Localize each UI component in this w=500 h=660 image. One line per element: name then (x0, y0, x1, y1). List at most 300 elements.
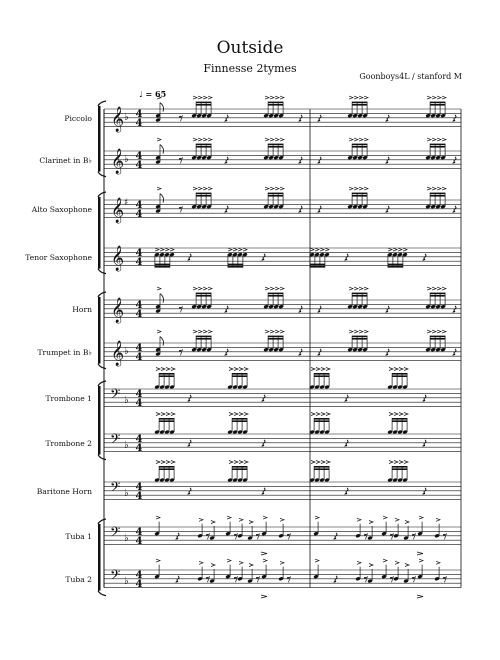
accent-mark (359, 330, 363, 333)
accent-mark (326, 368, 330, 371)
accent-mark (398, 248, 402, 251)
accent-mark (349, 330, 353, 333)
accent-mark (171, 368, 175, 371)
time-signature-top: 4 (135, 527, 143, 538)
beam (392, 373, 407, 375)
accent-mark (357, 518, 361, 521)
beam (196, 144, 211, 146)
quarter-rest-icon (334, 576, 337, 583)
beam (232, 418, 247, 420)
beam (392, 468, 407, 470)
instrument-label: Alto Saxophone (31, 204, 92, 214)
quarter-rest-icon (299, 349, 302, 356)
accent-mark (326, 413, 330, 416)
accent-mark (383, 559, 387, 562)
accent-mark (233, 248, 237, 251)
quarter-rest-icon (225, 349, 228, 356)
quarter-rest-icon (423, 395, 426, 402)
accent-mark (239, 413, 243, 416)
accent-mark (364, 187, 368, 190)
beam (352, 144, 367, 146)
treble-clef-icon: 𝄞 (111, 341, 125, 366)
quarter-rest-icon (423, 254, 426, 261)
beam (314, 418, 329, 420)
accent-mark (349, 187, 353, 190)
beam (388, 266, 403, 268)
accent-mark (427, 330, 431, 333)
beam (232, 375, 247, 377)
accent-mark (270, 187, 274, 190)
accent-mark (238, 248, 242, 251)
quarter-rest-icon (225, 115, 228, 122)
accent-mark (369, 564, 373, 567)
beam (314, 373, 329, 375)
bracket-hook (98, 101, 106, 106)
flat-icon: ♭ (124, 440, 129, 451)
accent-mark (244, 413, 248, 416)
accent-mark (239, 518, 243, 521)
accent-mark (364, 287, 368, 290)
accent-mark (354, 187, 358, 190)
beam (268, 104, 283, 106)
beam (268, 338, 283, 340)
quarter-rest-icon (188, 488, 191, 495)
accent-mark (442, 287, 446, 290)
accent-mark (243, 248, 247, 251)
accent-mark (437, 330, 441, 333)
accent-mark (389, 413, 393, 416)
beam (268, 146, 283, 148)
beam (196, 146, 211, 148)
beam (196, 193, 211, 195)
beam (268, 102, 283, 104)
beam (159, 466, 174, 468)
quarter-rest-icon (386, 157, 389, 164)
time-signature-top: 4 (135, 434, 143, 445)
group-bracket (98, 106, 101, 172)
tempo-mark: ♩ = 65 (139, 89, 167, 99)
staff-piccolo (64, 96, 461, 132)
accent-mark (203, 330, 207, 333)
accent-mark (229, 461, 233, 464)
accent-mark (405, 521, 409, 524)
accent-mark (156, 413, 160, 416)
staff-alto-saxophone (31, 187, 461, 223)
accent-mark (198, 138, 202, 141)
treble-clef-icon: 𝄞 (111, 298, 125, 323)
accent-mark (203, 96, 207, 99)
quarter-rest-icon (299, 206, 302, 213)
accent-mark (432, 287, 436, 290)
accent-mark (321, 461, 325, 464)
instrument-label: Trombone 1 (45, 393, 92, 403)
accent-mark (244, 368, 248, 371)
treble-clef-icon: 𝄞 (111, 198, 125, 223)
accent-mark (442, 330, 446, 333)
accent-mark (234, 368, 238, 371)
note-flag (160, 103, 164, 112)
accent-mark (161, 461, 165, 464)
accent-mark (193, 287, 197, 290)
time-signature-top: 4 (135, 389, 143, 400)
staff-trombone-2 (45, 413, 461, 455)
sharp-icon: ♯ (124, 198, 129, 208)
accent-mark (193, 96, 197, 99)
accent-mark (321, 368, 325, 371)
accent-mark (354, 96, 358, 99)
quarter-rest-icon (453, 206, 456, 213)
accent-mark (193, 138, 197, 141)
accent-mark (166, 368, 170, 371)
accent-mark (399, 461, 403, 464)
accent-mark (239, 561, 243, 564)
treble-clef-icon: 𝄞 (111, 149, 125, 174)
accent-mark (442, 96, 446, 99)
accent-mark (227, 516, 231, 519)
accent-mark (265, 96, 269, 99)
accent-mark (394, 368, 398, 371)
beam (268, 195, 283, 197)
accent-mark (325, 248, 329, 251)
composer-credit: Goonboys4L / stanford M (359, 72, 462, 81)
accent-mark (394, 413, 398, 416)
quarter-rest-icon (262, 395, 265, 402)
accent-mark (432, 96, 436, 99)
beam (268, 193, 283, 195)
score-subtitle: Finnesse 2tymes (203, 62, 297, 75)
flat-icon: ♭ (124, 488, 129, 499)
accent-mark (249, 564, 253, 567)
accent-mark (275, 287, 279, 290)
quarter-rest-icon (318, 157, 321, 164)
accent-mark (156, 559, 160, 562)
quarter-rest-icon (299, 115, 302, 122)
beam (159, 420, 174, 422)
bass-clef-icon: 𝄢 (110, 479, 121, 498)
accent-mark (436, 561, 440, 564)
bracket-hook (98, 455, 106, 460)
accent-mark (316, 413, 320, 416)
quarter-rest-icon (453, 306, 456, 313)
beam (268, 295, 283, 297)
accent-mark (364, 138, 368, 141)
accent-mark (270, 138, 274, 141)
beam (430, 104, 445, 106)
quarter-rest-icon (386, 349, 389, 356)
accent-mark (432, 138, 436, 141)
accent-mark (275, 330, 279, 333)
bass-clef-icon: 𝄢 (110, 431, 121, 450)
accent-mark (437, 96, 441, 99)
flat-icon: ♭ (124, 576, 129, 587)
beam (232, 420, 247, 422)
instrument-label: Trombone 2 (45, 438, 92, 448)
accent-mark (280, 330, 284, 333)
time-signature-bottom: 4 (135, 118, 143, 129)
beam (392, 375, 407, 377)
accent-mark (354, 330, 358, 333)
bass-clef-icon: 𝄢 (110, 524, 121, 543)
accent-mark (405, 564, 409, 567)
accent-mark (166, 461, 170, 464)
instrument-label: Tuba 2 (65, 574, 92, 584)
accent-mark (265, 330, 269, 333)
accent-mark (354, 287, 358, 290)
bass-clef-icon: 𝄢 (110, 386, 121, 405)
quarter-rest-icon (453, 115, 456, 122)
bracket-hook (98, 269, 106, 274)
accent-mark (427, 187, 431, 190)
accent-mark (170, 248, 174, 251)
instrument-label: Tuba 1 (65, 531, 92, 541)
accent-mark (193, 187, 197, 190)
beam (232, 373, 247, 375)
accent-mark (316, 461, 320, 464)
note-flag (160, 145, 164, 154)
quarter-rest-icon (423, 440, 426, 447)
accent-mark (427, 96, 431, 99)
beam (196, 102, 211, 104)
accent-mark (203, 138, 207, 141)
accent-mark (261, 552, 267, 555)
staff-clarinet-in-b- (39, 138, 461, 174)
accent-mark (427, 138, 431, 141)
accent-mark (364, 96, 368, 99)
accent-mark (403, 248, 407, 251)
bracket-hook (98, 381, 106, 386)
accent-mark (316, 368, 320, 371)
quarter-rest-icon (318, 349, 321, 356)
accent-mark (203, 187, 207, 190)
accent-mark (349, 96, 353, 99)
accent-mark (156, 516, 160, 519)
staff-tenor-saxophone (25, 245, 461, 271)
flat-icon: ♭ (124, 395, 129, 406)
beam (159, 418, 174, 420)
bracket-hook (98, 292, 106, 297)
quarter-rest-icon (299, 157, 302, 164)
accent-mark (263, 559, 267, 562)
accent-mark (157, 138, 161, 141)
flat-icon: ♭ (124, 346, 129, 357)
beam (352, 146, 367, 148)
accent-mark (270, 330, 274, 333)
accent-mark (395, 518, 399, 521)
beam (159, 375, 174, 377)
accent-mark (404, 413, 408, 416)
accent-mark (315, 516, 319, 519)
beam (430, 193, 445, 195)
accent-mark (311, 413, 315, 416)
quarter-rest-icon (188, 254, 191, 261)
accent-mark (270, 96, 274, 99)
accent-mark (399, 413, 403, 416)
accent-mark (155, 248, 159, 251)
accent-mark (203, 287, 207, 290)
accent-mark (229, 368, 233, 371)
accent-mark (198, 96, 202, 99)
quarter-rest-icon (225, 306, 228, 313)
accent-mark (263, 516, 267, 519)
time-signature-top: 4 (135, 109, 143, 120)
accent-mark (417, 595, 423, 598)
treble-clef-icon: 𝄞 (111, 107, 125, 132)
time-signature-top: 4 (135, 343, 143, 354)
accent-mark (199, 518, 203, 521)
time-signature-bottom: 4 (135, 491, 143, 502)
accent-mark (432, 187, 436, 190)
accent-mark (199, 561, 203, 564)
accent-mark (389, 368, 393, 371)
beam (430, 146, 445, 148)
beam (155, 266, 170, 268)
quarter-rest-icon (262, 488, 265, 495)
instrument-label: Baritone Horn (36, 486, 92, 496)
quarter-rest-icon (176, 576, 179, 583)
accent-mark (359, 187, 363, 190)
time-signature-top: 4 (135, 200, 143, 211)
instrument-label: Piccolo (64, 113, 92, 123)
time-signature-top: 4 (135, 151, 143, 162)
accent-mark (261, 595, 267, 598)
bracket-hook (98, 192, 106, 197)
quarter-rest-icon (345, 440, 348, 447)
beam (392, 466, 407, 468)
accent-mark (280, 96, 284, 99)
quarter-rest-icon (176, 533, 179, 540)
quarter-rest-icon (318, 206, 321, 213)
time-signature-bottom: 4 (135, 398, 143, 409)
quarter-rest-icon (453, 157, 456, 164)
accent-mark (280, 187, 284, 190)
accent-mark (198, 187, 202, 190)
note-flag (160, 194, 164, 203)
accent-mark (275, 138, 279, 141)
quarter-rest-icon (345, 254, 348, 261)
accent-mark (275, 96, 279, 99)
accent-mark (393, 248, 397, 251)
accent-mark (198, 287, 202, 290)
accent-mark (234, 413, 238, 416)
quarter-rest-icon (386, 206, 389, 213)
accent-mark (357, 561, 361, 564)
beam (352, 338, 367, 340)
accent-mark (166, 413, 170, 416)
accent-mark (208, 187, 212, 190)
flat-icon: ♭ (124, 533, 129, 544)
beam (310, 266, 325, 268)
quarter-rest-icon (262, 254, 265, 261)
time-signature-top: 4 (135, 482, 143, 493)
beam (232, 468, 247, 470)
beam (314, 468, 329, 470)
beam (159, 468, 174, 470)
accent-mark (315, 248, 319, 251)
accent-mark (280, 518, 284, 521)
accent-mark (228, 248, 232, 251)
accent-mark (198, 330, 202, 333)
staff-trombone-1 (45, 368, 461, 410)
quarter-rest-icon (345, 488, 348, 495)
accent-mark (389, 461, 393, 464)
group-bracket (98, 197, 101, 269)
time-signature-bottom: 4 (135, 443, 143, 454)
accent-mark (395, 561, 399, 564)
quarter-rest-icon (225, 157, 228, 164)
accent-mark (156, 368, 160, 371)
group-bracket (98, 386, 101, 455)
accent-mark (427, 287, 431, 290)
accent-mark (364, 330, 368, 333)
quarter-rest-icon (299, 306, 302, 313)
instrument-label: Clarinet in B♭ (39, 155, 92, 165)
accent-mark (208, 287, 212, 290)
accent-mark (369, 521, 373, 524)
accent-mark (265, 138, 269, 141)
accent-mark (404, 368, 408, 371)
accent-mark (265, 187, 269, 190)
accent-mark (160, 248, 164, 251)
beam (352, 102, 367, 104)
accent-mark (359, 138, 363, 141)
staff-tuba-1 (65, 516, 461, 555)
group-bracket (98, 297, 101, 364)
beam (196, 293, 211, 295)
accent-mark (161, 413, 165, 416)
score-title: Outside (216, 38, 284, 58)
beam (196, 295, 211, 297)
beam (314, 466, 329, 468)
beam (268, 336, 283, 338)
beam (352, 104, 367, 106)
accent-mark (157, 187, 161, 190)
accent-mark (349, 138, 353, 141)
accent-mark (157, 287, 161, 290)
time-signature-bottom: 4 (135, 257, 143, 268)
staff-baritone-horn (37, 461, 461, 503)
beam (388, 264, 403, 266)
time-signature-bottom: 4 (135, 536, 143, 547)
beam (430, 144, 445, 146)
accent-mark (326, 461, 330, 464)
accent-mark (394, 461, 398, 464)
beam (352, 336, 367, 338)
quarter-rest-icon (386, 115, 389, 122)
accent-mark (417, 552, 423, 555)
beam (352, 195, 367, 197)
instrument-label: Tenor Saxophone (25, 252, 92, 262)
accent-mark (239, 461, 243, 464)
time-signature-bottom: 4 (135, 309, 143, 320)
accent-mark (208, 96, 212, 99)
accent-mark (315, 559, 319, 562)
time-signature-bottom: 4 (135, 579, 143, 590)
accent-mark (437, 187, 441, 190)
accent-mark (208, 138, 212, 141)
accent-mark (419, 559, 423, 562)
accent-mark (383, 516, 387, 519)
beam (352, 293, 367, 295)
beam (430, 336, 445, 338)
bracket-hook (98, 591, 106, 596)
accent-mark (171, 461, 175, 464)
accent-mark (165, 248, 169, 251)
beam (159, 373, 174, 375)
time-signature-top: 4 (135, 248, 143, 259)
accent-mark (249, 521, 253, 524)
accent-mark (280, 138, 284, 141)
accent-mark (265, 287, 269, 290)
